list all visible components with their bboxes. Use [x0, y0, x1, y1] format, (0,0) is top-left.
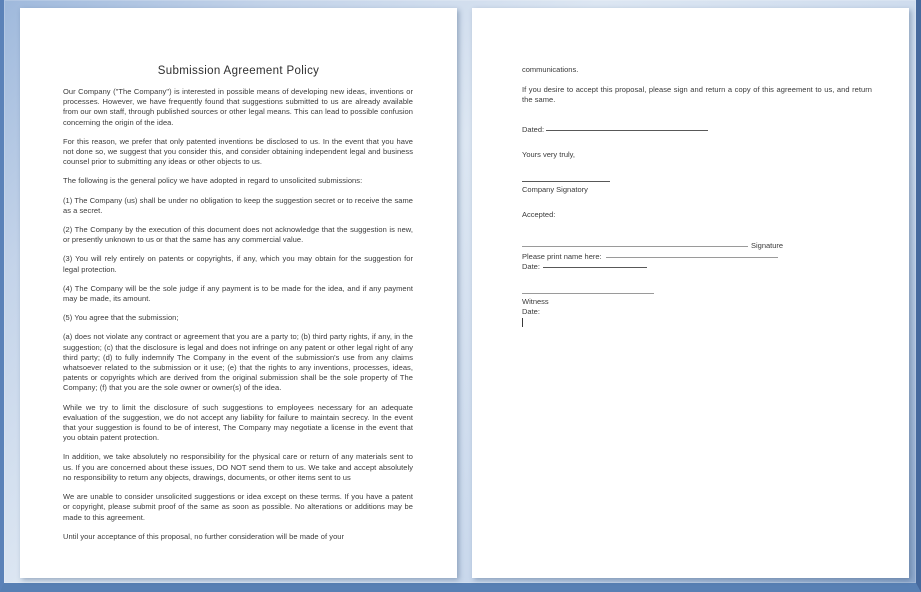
paragraph-item-3: (3) You will rely entirely on patents or copyrights, if any, which you may obtain for the suggestion for legal protection. [63, 254, 413, 274]
signature-input-line[interactable] [522, 246, 748, 247]
spacer [522, 160, 880, 181]
paragraph-patented-inventions: For this reason, we prefer that only patented inventions be disclosed to us. In the event that you have not done so, we suggest that you consider this, and consider obtaining independent legal and business counsel prior to submitting any ideas or other objects to us. [63, 136, 413, 167]
signature-caption: Signature [751, 241, 784, 251]
witness-label: Witness [522, 297, 549, 307]
paragraph-until-acceptance: Until your acceptance of this proposal, no further consideration will be made of your [63, 531, 345, 541]
company-signatory-line[interactable] [522, 180, 610, 182]
spacer [522, 195, 880, 210]
paragraph-item-1: (1) The Company (us) shall be under no obligation to keep the suggestion secret or to receive the same as a secret. [63, 195, 413, 215]
signature-field-row[interactable] [522, 241, 880, 251]
spacer [522, 135, 880, 150]
page-title: Submission Agreement Policy [157, 65, 320, 77]
print-name-input-line[interactable] [606, 257, 778, 258]
document-page-right[interactable] [472, 8, 909, 578]
spacer [522, 220, 880, 241]
page-left-body [63, 87, 413, 551]
dated-field-row[interactable] [522, 125, 880, 135]
print-name-field-row[interactable] [522, 252, 880, 262]
paragraph-unsolicited-terms: We are unable to consider unsolicited suggestions or idea except on these terms. If you have a patent or copyright, please submit proof of the same as soon as possible. No alterations or additions may be made to this agreement. [63, 492, 413, 522]
paragraph-accept-instructions: If you desire to accept this proposal, please sign and return a copy of this agreement to us, and return the same. [522, 85, 872, 105]
paragraph-policy-lead-in: The following is the general policy we have adopted in regard to unsolicited submissions: [63, 176, 363, 186]
text-cursor [522, 317, 880, 327]
company-signatory-label: Company Signatory [522, 185, 588, 195]
continuation-text: communications. [522, 65, 579, 74]
witness-field[interactable] [522, 293, 880, 328]
print-name-label: Please print name here: [522, 251, 602, 261]
dated-input-line[interactable] [546, 130, 708, 131]
date-label: Date: [522, 261, 540, 271]
paragraph-secrecy-limitation: While we try to limit the disclosure of such suggestions to employees necessary for an adequate evaluation of the suggestion, we do not accept any liability for failure to maintain secrecy. In the event that your suggestion is found to be of interest, The Company may negotiate a license in the event that you obtain patent protection. [63, 402, 413, 443]
date-field-row[interactable] [522, 262, 880, 272]
caret-icon [522, 318, 523, 327]
witness-input-line[interactable] [522, 292, 654, 294]
paragraph-item-2: (2) The Company by the execution of this document does not acknowledge that the suggestion is new, or presently unknown to us or that the same has any commercial value. [63, 225, 413, 245]
paragraph-intro: Our Company ("The Company") is interested in possible means of developing new ideas, inventions or processes. However, we have frequently found that suggestions submitted to us are already available from our own staff, through published sources or other legal means. This can lead to possible confusion concerning the origin of the idea. [63, 87, 413, 127]
spacer [522, 115, 880, 125]
spacer [522, 272, 880, 293]
closing-salutation: Yours very truly, [522, 149, 575, 159]
paragraph-subclauses-a-f: (a) does not violate any contract or agreement that you are a party to; (b) third party rights, if any, in the suggestion; (c) that the disclosure is legal and does not infringe on any patent or other legal right of any third party; (d) to fully indemnify The Company in the event of the submission's use from any claims whatsoever related to the submission or it use; (e) that the rights to any inventions, processes, ideas, patents or copyrights which are derived from the original submission shall be the sole property of The Company; (f) that you are the sole owner or owner(s) of the idea. [63, 332, 413, 393]
spacer [522, 75, 880, 85]
accepted-label: Accepted: [522, 210, 556, 220]
company-signatory-field[interactable] [522, 181, 880, 195]
page-right-body [522, 65, 880, 328]
paragraph-item-5: (5) You agree that the submission; [63, 313, 179, 323]
paragraph-item-4: (4) The Company will be the sole judge if any payment is to be made for the idea, and if any payment may be made, its amount. [63, 283, 413, 304]
document-page-left[interactable] [20, 8, 457, 578]
witness-date-label: Date: [522, 307, 540, 317]
paragraph-no-responsibility: In addition, we take absolutely no responsibility for the physical care or return of any materials sent to us. If you are concerned about these issues, DO NOT send them to us. We take and accept absolutely no responsibility to return any objects, drawings, documents, or other items sent to us [63, 452, 413, 482]
dated-label: Dated: [522, 124, 545, 134]
date-input-line[interactable] [543, 267, 647, 268]
